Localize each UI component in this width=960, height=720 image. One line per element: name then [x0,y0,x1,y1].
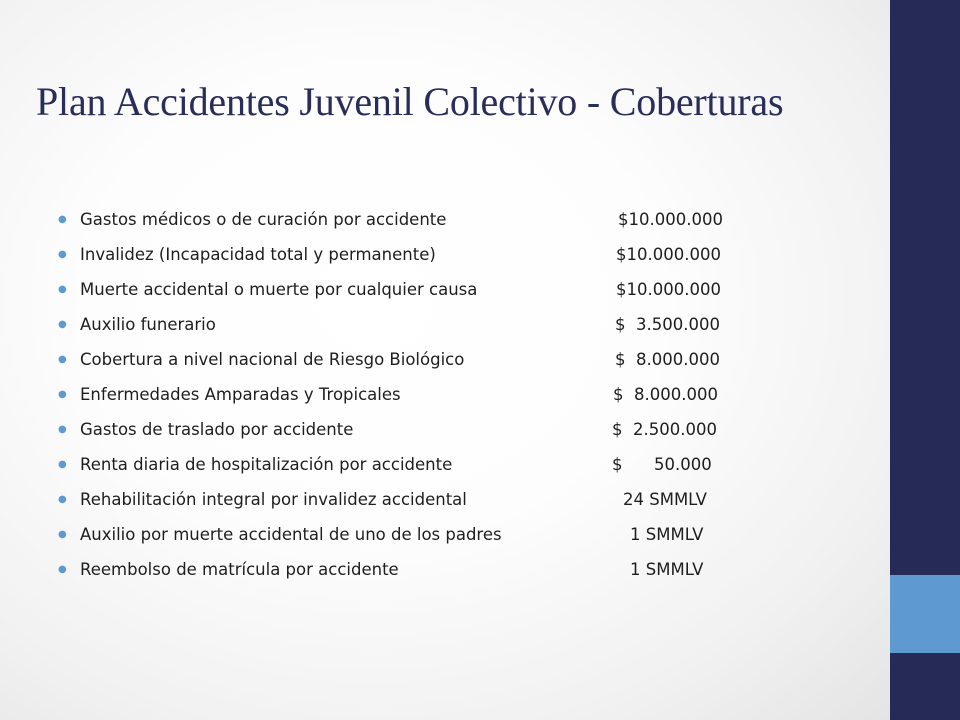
coverage-amount: $10.000.000 [616,245,721,264]
coverage-label: Gastos médicos o de curación por accidente [80,210,447,229]
sidebar-accent-block [890,575,960,653]
coverage-amount: 1 SMMLV [630,560,704,579]
coverage-label: Muerte accidental o muerte por cualquier causa [80,280,478,299]
coverage-amount: $10.000.000 [616,280,721,299]
bullet-icon: ● [58,494,67,505]
coverage-label: Reembolso de matrícula por accidente [80,560,399,579]
bullet-icon: ● [58,214,67,225]
bullet-icon: ● [58,389,67,400]
coverage-amount: $ 8.000.000 [615,350,720,369]
bullet-icon: ● [58,424,67,435]
coverage-label: Gastos de traslado por accidente [80,420,354,439]
coverage-amount: 1 SMMLV [630,525,704,544]
coverage-amount: $ 8.000.000 [613,385,718,404]
bullet-icon: ● [58,249,67,260]
slide-title: Plan Accidentes Juvenil Colectivo - Coberturas [36,79,784,124]
coverage-label: Renta diaria de hospitalización por accidente [80,455,453,474]
bullet-icon: ● [58,354,67,365]
coverage-amount: 24 SMMLV [623,490,707,509]
coverage-label: Auxilio funerario [80,315,216,334]
coverage-label: Enfermedades Amparadas y Tropicales [80,385,401,404]
coverage-amount: $ 50.000 [612,455,712,474]
coverage-label: Rehabilitación integral por invalidez accidental [80,490,467,509]
coverage-label: Cobertura a nivel nacional de Riesgo Biológico [80,350,465,369]
coverage-amount: $ 3.500.000 [615,315,720,334]
bullet-icon: ● [58,529,67,540]
bullet-icon: ● [58,284,67,295]
coverage-label: Invalidez (Incapacidad total y permanente) [80,245,436,264]
coverage-amount: $10.000.000 [618,210,723,229]
coverage-amount: $ 2.500.000 [612,420,717,439]
coverage-label: Auxilio por muerte accidental de uno de los padres [80,525,502,544]
bullet-icon: ● [58,459,67,470]
bullet-icon: ● [58,564,67,575]
bullet-icon: ● [58,319,67,330]
